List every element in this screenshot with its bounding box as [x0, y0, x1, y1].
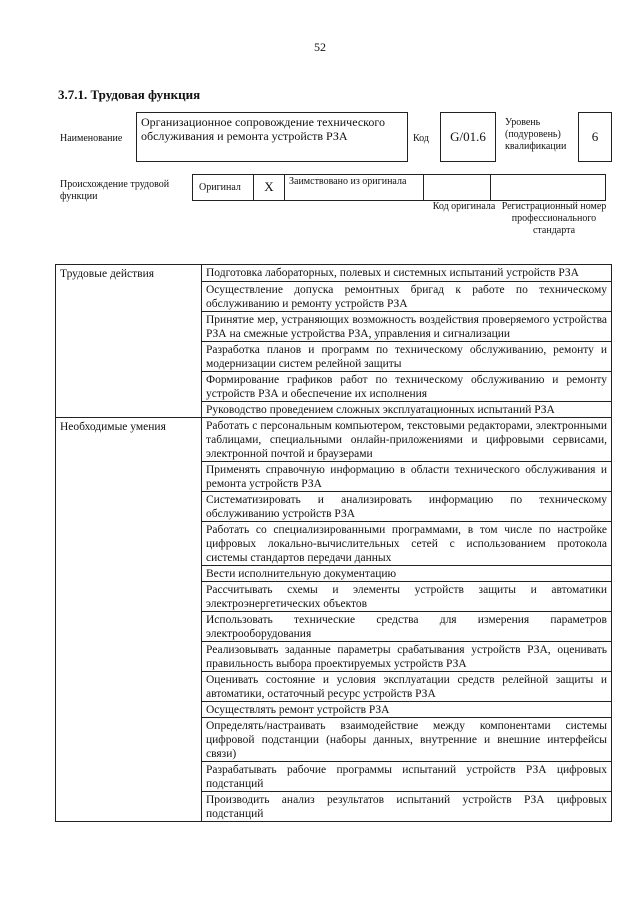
table-row [56, 701, 612, 717]
category-cell-empty [56, 461, 202, 491]
table-row [56, 791, 612, 821]
table-row [56, 491, 612, 521]
function-name-box: Организационное сопровождение технического обслуживания и ремонта устройств РЗА [136, 112, 408, 162]
table-row [56, 581, 612, 611]
item-cell: Разрабатывать рабочие программы испытаний устройств РЗА цифровых подстанций [202, 761, 612, 791]
item-cell: Определять/настраивать взаимодействие между компонентами системы цифровой подстанции (наборы данных, внутренние и внешние интерфейсы связи) [202, 717, 612, 761]
item-cell: Принятие мер, устраняющих возможность воздействия проверяемого устройства РЗА на смежные устройства РЗА, управления и сигнализации [202, 311, 612, 341]
category-cell-empty [56, 565, 202, 581]
table-row [56, 761, 612, 791]
category-cell-empty [56, 281, 202, 311]
table-row [56, 671, 612, 701]
original-mark-cell: X [253, 174, 285, 201]
item-cell: Формирование графиков работ по техническому обслуживанию и ремонту устройств РЗА и обеспечение их исполнения [202, 371, 612, 401]
category-cell-empty [56, 701, 202, 717]
reg-number-caption: Регистрационный номер профессионального стандарта [501, 201, 607, 236]
category-cell-empty [56, 401, 202, 417]
category-cell-empty [56, 371, 202, 401]
item-cell: Реализовывать заданные параметры срабатывания устройств РЗА, оценивать правильность выбора проектируемых устройств РЗА [202, 641, 612, 671]
category-cell-empty [56, 491, 202, 521]
table-row [56, 281, 612, 311]
function-details-table [55, 264, 612, 822]
item-cell: Осуществление допуска ремонтных бригад к работе по техническому обслуживанию и ремонту устройств РЗА [202, 281, 612, 311]
original-label-cell: Оригинал [192, 174, 254, 201]
name-label: Наименование [60, 133, 123, 144]
code-original-caption: Код оригинала [432, 201, 496, 212]
item-cell: Работать со специализированными программами, в том числе по настройке цифровых локально-вычислительных сетей с использованием протокола системы стандартов передачи данных [202, 521, 612, 565]
level-label: Уровень (подуровень) квалификации [505, 117, 567, 152]
origin-table [192, 174, 606, 201]
category-cell-empty [56, 341, 202, 371]
category-cell-empty [56, 671, 202, 701]
table-row [56, 641, 612, 671]
item-cell: Осуществлять ремонт устройств РЗА [202, 701, 612, 717]
item-cell: Работать с персональным компьютером, текстовыми редакторами, электронными таблицами, специальными онлайн-приложениями и цифровыми сервисами, электронной почтой и браузерами [202, 417, 612, 461]
item-cell: Рассчитывать схемы и элементы устройств защиты и автоматики электроэнергетических объектов [202, 581, 612, 611]
category-cell-empty [56, 761, 202, 791]
category-cell: Трудовые действия [56, 265, 202, 282]
section-title: 3.7.1. Трудовая функция [58, 87, 201, 102]
category-cell-empty [56, 611, 202, 641]
table-row [56, 461, 612, 491]
item-cell: Применять справочную информацию в области технического обслуживания и ремонта устройств РЗА [202, 461, 612, 491]
category-cell-empty [56, 311, 202, 341]
reg-number-cell [490, 174, 606, 201]
item-cell: Систематизировать и анализировать информацию по техническому обслуживанию устройств РЗА [202, 491, 612, 521]
table-row [56, 521, 612, 565]
table-row [56, 265, 612, 282]
table-row [56, 611, 612, 641]
code-original-cell [423, 174, 491, 201]
table-row [56, 311, 612, 341]
function-code-box: G/01.6 [440, 112, 496, 162]
category-cell: Необходимые умения [56, 417, 202, 461]
category-cell-empty [56, 521, 202, 565]
category-cell-empty [56, 791, 202, 821]
qualification-level-box: 6 [578, 112, 612, 162]
item-cell: Производить анализ результатов испытаний устройств РЗА цифровых подстанций [202, 791, 612, 821]
category-cell-empty [56, 717, 202, 761]
origin-label: Происхождение трудовой функции [60, 179, 170, 202]
item-cell: Руководство проведением сложных эксплуатационных испытаний РЗА [202, 401, 612, 417]
item-cell: Подготовка лабораторных, полевых и системных испытаний устройств РЗА [202, 265, 612, 282]
borrowed-label-cell: Заимствовано из оригинала [284, 174, 424, 201]
table-row [56, 371, 612, 401]
item-cell: Оценивать состояние и условия эксплуатации средств релейной защиты и автоматики, остаточный ресурс устройств РЗА [202, 671, 612, 701]
table-row [56, 401, 612, 417]
category-cell-empty [56, 641, 202, 671]
item-cell: Вести исполнительную документацию [202, 565, 612, 581]
code-label: Код [413, 133, 429, 144]
table-row [56, 565, 612, 581]
item-cell: Разработка планов и программ по техническому обслуживанию, ремонту и модернизации систем релейной защиты [202, 341, 612, 371]
item-cell: Использовать технические средства для измерения параметров электрооборудования [202, 611, 612, 641]
table-row [56, 341, 612, 371]
page-number: 52 [314, 40, 326, 54]
table-row [56, 717, 612, 761]
category-cell-empty [56, 581, 202, 611]
table-row [56, 417, 612, 461]
